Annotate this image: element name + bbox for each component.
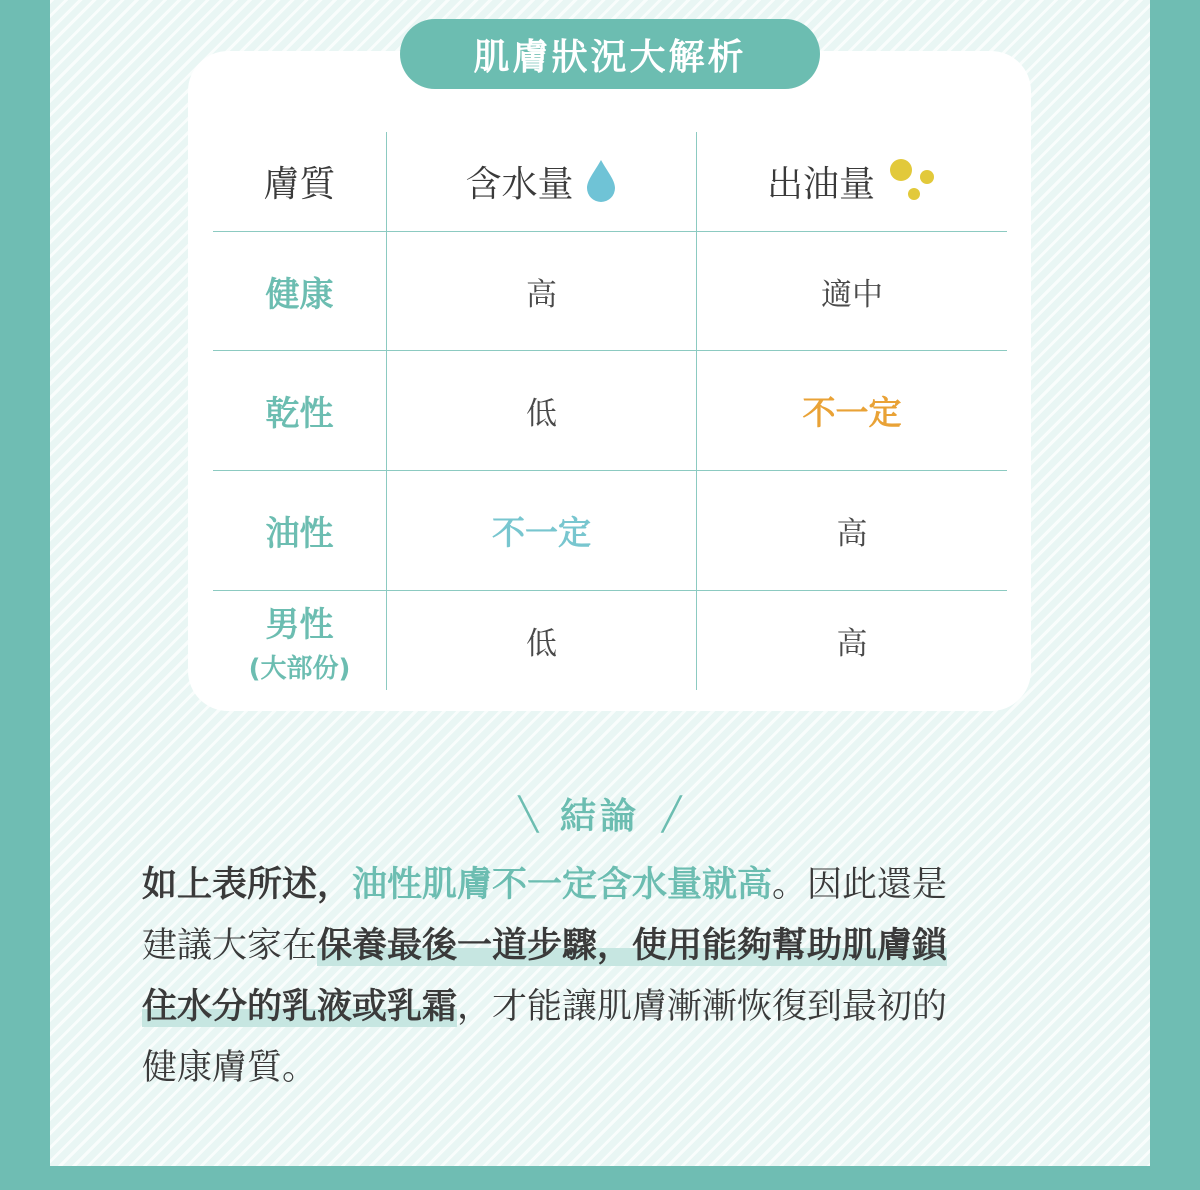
header-skin-type (213, 132, 386, 231)
paragraph-emphasis: 油性肌膚不一定含水量就高 (352, 865, 773, 905)
water-value-cell (387, 591, 696, 690)
title-pill (400, 19, 820, 89)
water-value-cell (387, 471, 696, 590)
oil-value: 高 (836, 626, 868, 662)
row-type-cell (213, 471, 386, 590)
skin-type-label: 油性 (265, 514, 334, 554)
water-value-cell (387, 351, 696, 470)
paragraph-segment: 如上表所述， (142, 865, 353, 905)
page-title: 肌膚狀況大解析 (473, 36, 747, 78)
paragraph-line (142, 916, 1082, 977)
paragraph-segment: 健康膚質。 (142, 1048, 318, 1088)
water-value: 低 (526, 396, 557, 432)
water-drop-icon (584, 158, 618, 206)
decor-slash-left: ╲ (518, 794, 538, 833)
water-value: 高 (526, 276, 557, 313)
water-value-cell (387, 232, 696, 350)
row-type-cell (213, 351, 386, 470)
skin-type-sublabel: (大部份) (248, 653, 351, 684)
oil-value-cell (697, 591, 1007, 690)
header-label: 含水量 (465, 164, 574, 205)
oil-value: 高 (836, 516, 868, 552)
decor-slash-right: ╱ (662, 794, 682, 833)
oil-value-cell (697, 471, 1007, 590)
conclusion-heading (0, 788, 1200, 839)
oil-value: 適中 (821, 276, 883, 313)
paragraph-line (142, 1038, 1082, 1099)
paragraph-segment: ，才能讓肌膚漸漸恢復到最初的 (457, 987, 948, 1027)
conclusion-paragraph (142, 855, 1082, 1099)
row-type-cell (213, 591, 386, 690)
header-label: 膚質 (263, 164, 336, 205)
skin-type-label: 健康 (265, 274, 334, 315)
water-value: 不一定 (492, 513, 591, 552)
header-label: 出油量 (766, 164, 875, 205)
paragraph-segment: 。因此還是 (772, 865, 948, 905)
paragraph-line (142, 977, 1082, 1038)
conclusion-title: 結論 (559, 796, 640, 837)
paragraph-highlight: 住水分的乳液或乳霜 (142, 987, 458, 1027)
skin-type-label: 乾性 (265, 394, 334, 434)
oil-value: 不一定 (802, 393, 902, 432)
paragraph-highlight: 保養最後一道步驟，使用能夠幫助肌膚鎖 (317, 926, 948, 966)
oil-value-cell (697, 232, 1007, 350)
header-oil (697, 132, 1007, 231)
skin-type-label: 男性 (265, 604, 334, 645)
water-value: 低 (526, 626, 557, 662)
header-water (387, 132, 696, 231)
oil-drops-icon (885, 158, 937, 206)
row-type-cell (213, 232, 386, 350)
oil-value-cell (697, 351, 1007, 470)
paragraph-line (142, 855, 1082, 916)
paragraph-segment: 建議大家在 (142, 926, 318, 966)
skin-table (213, 132, 1007, 690)
